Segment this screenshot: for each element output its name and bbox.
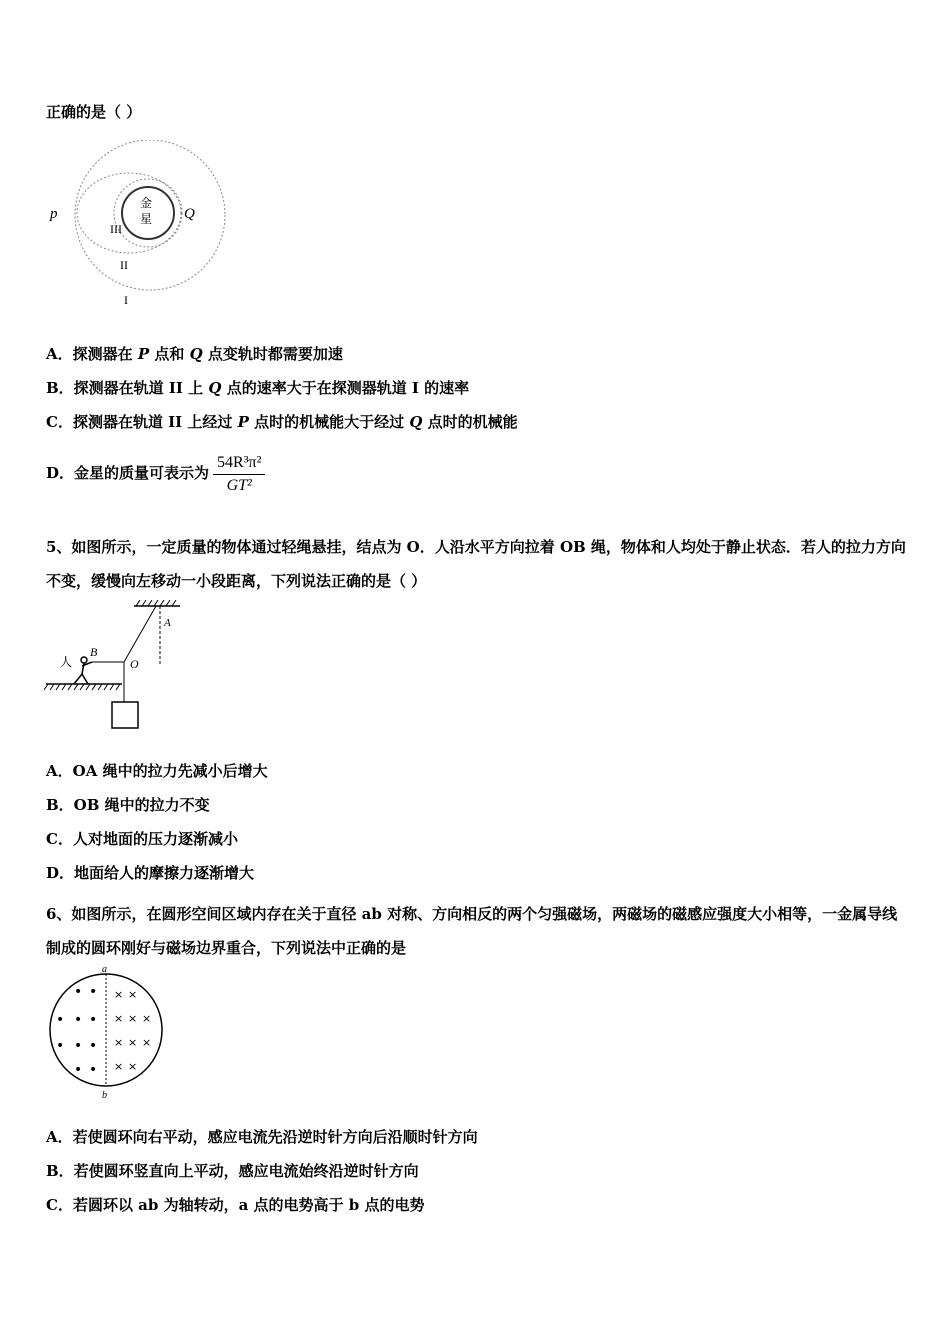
person-icon [74, 657, 92, 684]
svg-text:×: × [142, 1036, 152, 1049]
q4-option-a: A．探测器在 P 点和 Q 点变轨时都需要加速 [46, 345, 343, 363]
q5-option-b: B．OB 绳中的拉力不变 [46, 796, 210, 814]
svg-text:×: × [114, 1060, 124, 1073]
q6-option-c: C．若圆环以 ab 为轴转动，a 点的电势高于 b 点的电势 [46, 1196, 425, 1214]
label-a: a [102, 964, 107, 975]
label-p: p [50, 206, 58, 222]
label-person: 人 [60, 655, 73, 669]
svg-text:•: • [74, 1012, 83, 1028]
q5-rope-figure [44, 600, 214, 735]
svg-text:•: • [56, 1038, 65, 1054]
ground-hatch [44, 684, 120, 690]
label-b: B [90, 645, 98, 659]
q6-field-figure [44, 964, 168, 1100]
svg-text:•: • [74, 984, 83, 1000]
q6-stem: 6、如图所示，在圆形空间区域内存在关于直径 ab 对称、方向相反的两个匀强磁场，两磁场的磁感应强度大小相等，一金属导线制成的圆环刚好与磁场边界重合，下列说法中正确的是 [46, 905, 898, 957]
svg-text:•: • [89, 984, 98, 1000]
label-orbit-3: III [110, 222, 122, 236]
q4-orbit-figure [44, 140, 244, 310]
ceiling-hatch [136, 600, 176, 606]
svg-text:×: × [114, 1036, 124, 1049]
svg-text:×: × [114, 988, 124, 1001]
label-a: A [164, 617, 171, 629]
q4-option-c: C．探测器在轨道 II 上经过 P 点时的机械能大于经过 Q 点时的机械能 [46, 413, 518, 431]
q5-option-c: C．人对地面的压力逐渐减小 [46, 830, 238, 848]
svg-text:•: • [89, 1062, 98, 1078]
svg-text:×: × [114, 1012, 124, 1025]
q4-option-d: D．金星的质量可表示为 $\frac{\text{54R³π²}}{\text{GT²}}$ [46, 450, 265, 497]
label-venus-1: 金 [140, 196, 153, 210]
svg-text:×: × [142, 1012, 152, 1025]
crosses-region [114, 988, 151, 1073]
q6-option-a: A．若使圆环向右平动，感应电流先沿逆时针方向后沿顺时针方向 [46, 1128, 478, 1146]
q4-stem-tail: 正确的是（ ） [46, 103, 142, 121]
q6-option-b: B．若使圆环竖直向上平动，感应电流始终沿逆时针方向 [46, 1162, 419, 1180]
rope-oa [124, 606, 156, 662]
svg-text:•: • [89, 1012, 98, 1028]
label-o: O [130, 657, 139, 671]
label-orbit-1: I [124, 293, 128, 307]
svg-text:•: • [74, 1038, 83, 1054]
mass-formula: $\frac{\text{54R³π²}}{\text{GT²}}$ [213, 452, 265, 497]
svg-text:×: × [128, 1060, 138, 1073]
hanging-block [112, 702, 138, 728]
q4-option-b: B．探测器在轨道 II 上 Q 点的速率大于在探测器轨道 I 的速率 [46, 379, 470, 397]
q5-option-a: A．OA 绳中的拉力先减小后增大 [46, 762, 268, 780]
svg-text:×: × [128, 1036, 138, 1049]
svg-text:•: • [56, 1012, 65, 1028]
label-b: b [102, 1090, 107, 1100]
label-venus-2: 星 [140, 212, 153, 226]
q5-option-d: D．地面给人的摩擦力逐渐增大 [46, 864, 255, 882]
svg-text:•: • [89, 1038, 98, 1054]
q5-stem: 5、如图所示，一定质量的物体通过轻绳悬挂，结点为 O．人沿水平方向拉着 OB 绳，物体和人均处于静止状态．若人的拉力方向不变，缓慢向左移动一小段距离，下列说法正确的是（ ） [46, 538, 906, 590]
svg-text:×: × [128, 1012, 138, 1025]
svg-text:•: • [74, 1062, 83, 1078]
label-orbit-2: II [120, 258, 128, 272]
svg-text:×: × [128, 988, 138, 1001]
label-q: Q [184, 206, 195, 222]
